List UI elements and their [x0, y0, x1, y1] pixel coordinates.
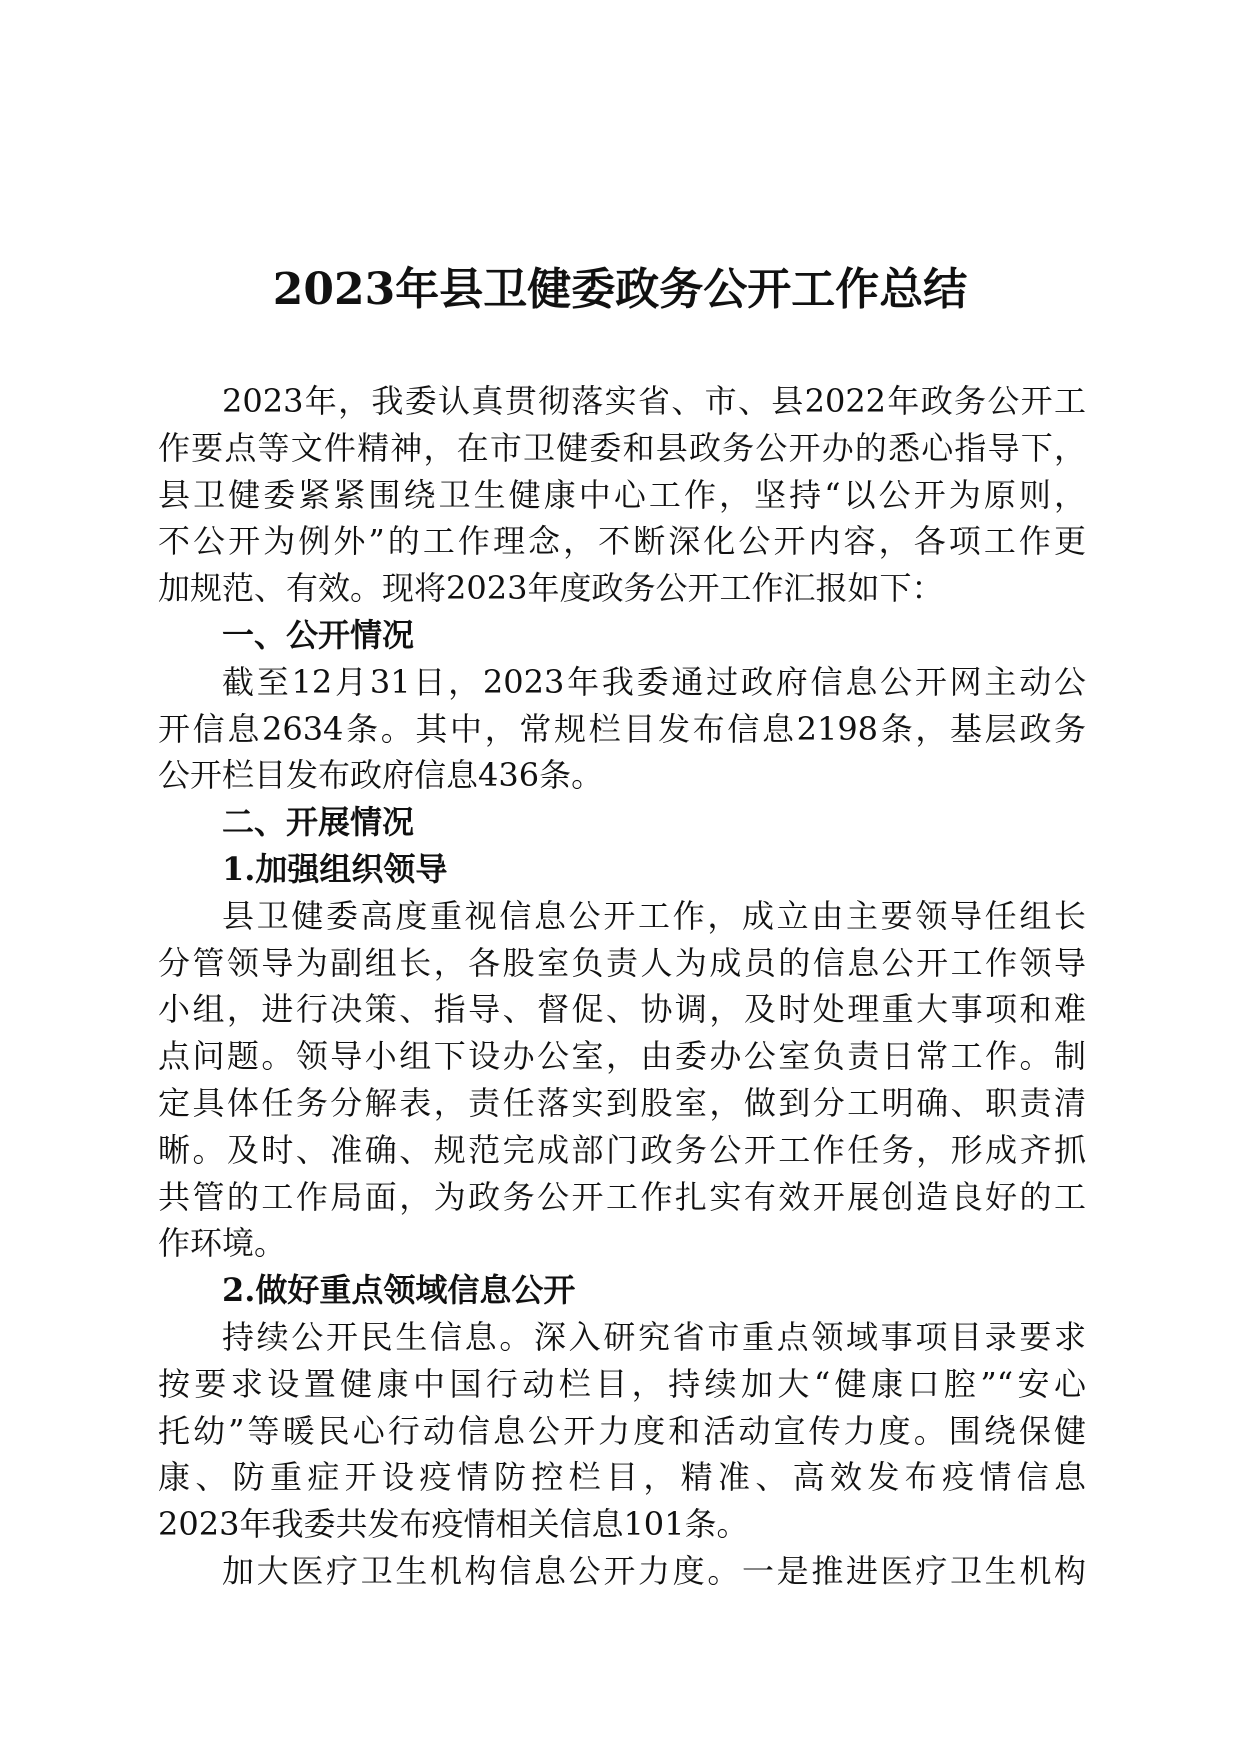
paragraph-line: 作要点等文件精神，在市卫健委和县政务公开办的悉心指导下， — [158, 428, 1086, 467]
paragraph-line: 定具体任务分解表，责任落实到股室，做到分工明确、职责清 — [158, 1083, 1086, 1122]
paragraph-line: 县卫健委紧紧围绕卫生健康中心工作，坚持“以公开为原则， — [158, 475, 1086, 514]
section-heading-disclosure: 一、公开情况 — [222, 615, 415, 654]
paragraph-line: 小组，进行决策、指导、督促、协调，及时处理重大事项和难 — [158, 990, 1086, 1029]
paragraph-line: 康、防重症开设疫情防控栏目，精准、高效发布疫情信息 — [158, 1458, 1086, 1497]
paragraph-line: 晰。及时、准确、规范完成部门政务公开工作任务，形成齐抓 — [158, 1130, 1086, 1169]
paragraph-line: 共管的工作局面，为政务公开工作扎实有效开展创造良好的工 — [158, 1177, 1086, 1216]
paragraph-line: 公开栏目发布政府信息436条。 — [158, 756, 604, 795]
paragraph-line: 2023年，我委认真贯彻落实省、市、县2022年政务公开工 — [222, 382, 1086, 420]
paragraph-line: 加大医疗卫生机构信息公开力度。一是推进医疗卫生机构 — [222, 1551, 1086, 1590]
paragraph-line: 不公开为例外”的工作理念，不断深化公开内容，各项工作更 — [158, 522, 1086, 561]
paragraph-line: 点问题。领导小组下设办公室，由委办公室负责日常工作。制 — [158, 1037, 1086, 1076]
paragraph-line: 持续公开民生信息。深入研究省市重点领域事项目录要求 — [222, 1317, 1086, 1356]
paragraph-line: 按要求设置健康中国行动栏目，持续加大“健康口腔”“安心 — [158, 1364, 1086, 1403]
paragraph-line: 2023年我委共发布疫情相关信息101条。 — [158, 1505, 749, 1544]
paragraph-line: 托幼”等暖民心行动信息公开力度和活动宣传力度。围绕保健 — [158, 1411, 1086, 1450]
paragraph-line: 分管领导为副组长，各股室负责人为成员的信息公开工作领导 — [158, 943, 1086, 982]
subsection-heading-key-areas: 2.做好重点领域信息公开 — [222, 1271, 576, 1310]
paragraph-line: 县卫健委高度重视信息公开工作，成立由主要领导任组长 — [222, 896, 1086, 935]
document-title: 2023年县卫健委政务公开工作总结 — [272, 264, 968, 315]
section-heading-progress: 二、开展情况 — [222, 803, 415, 842]
subsection-heading-leadership: 1.加强组织领导 — [222, 849, 448, 888]
paragraph-line: 作环境。 — [158, 1224, 287, 1263]
paragraph-line: 加规范、有效。现将2023年度政务公开工作汇报如下： — [158, 569, 944, 608]
document-body — [158, 378, 1086, 1595]
paragraph-line: 开信息2634条。其中，常规栏目发布信息2198条，基层政务 — [158, 709, 1086, 748]
paragraph-line: 截至12月31日，2023年我委通过政府信息公开网主动公 — [222, 662, 1086, 701]
